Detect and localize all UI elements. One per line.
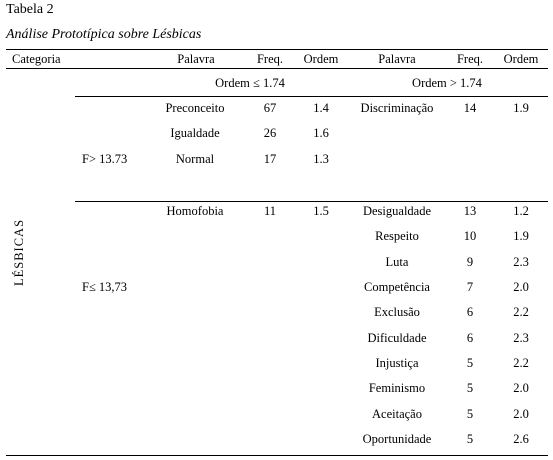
freq-cell: 5: [466, 432, 474, 446]
word-cell: Preconceito: [165, 101, 225, 115]
group-label-high-frequency: F> 13.73: [82, 152, 128, 166]
freq-cell: 7: [466, 280, 474, 294]
ordem-cell: 1.6: [313, 126, 329, 140]
freq-cell: 11: [263, 204, 277, 218]
header-rule: [6, 68, 548, 69]
word-cell: Normal: [175, 152, 215, 166]
ordem-cell: 2.2: [513, 305, 529, 319]
word-cell: Luta: [385, 255, 409, 269]
word-cell: Injustiça: [375, 356, 419, 370]
category-label: LÉSBICAS: [12, 218, 26, 286]
word-cell: Exclusão: [374, 305, 420, 319]
ordem-cell: 1.9: [513, 229, 529, 243]
ordem-cell: 2.2: [513, 356, 529, 370]
ordem-cell: 2.0: [513, 381, 529, 395]
word-cell: Competência: [364, 280, 430, 294]
freq-cell: 17: [263, 152, 277, 166]
freq-cell: 5: [466, 381, 474, 395]
group-divider-rule: [75, 201, 548, 202]
freq-cell: 67: [263, 101, 277, 115]
header-ordem-left: Ordem: [303, 52, 339, 66]
freq-cell: 13: [463, 204, 477, 218]
freq-cell: 5: [466, 356, 474, 370]
freq-cell: 6: [466, 331, 474, 345]
word-cell: Oportunidade: [362, 432, 432, 446]
ordem-cell: 1.2: [513, 204, 529, 218]
word-cell: Feminismo: [368, 381, 426, 395]
subheader-ordem-high: Ordem > 1.74: [412, 76, 482, 90]
header-palavra-right: Palavra: [378, 52, 416, 66]
header-freq-left: Freq.: [256, 52, 284, 66]
table-number: Tabela 2: [6, 2, 54, 17]
freq-cell: 10: [463, 229, 477, 243]
word-cell: Igualdade: [170, 126, 220, 140]
ordem-cell: 2.3: [513, 255, 529, 269]
ordem-cell: 1.9: [513, 101, 529, 115]
header-palavra-left: Palavra: [177, 52, 215, 66]
word-cell: Discriminação: [360, 101, 434, 115]
freq-cell: 9: [466, 255, 474, 269]
freq-cell: 26: [263, 126, 277, 140]
header-categoria: Categoria: [12, 52, 61, 66]
ordem-cell: 1.5: [313, 204, 329, 218]
freq-cell: 5: [466, 407, 474, 421]
word-cell: Desigualdade: [362, 204, 432, 218]
word-cell: Respeito: [375, 229, 419, 243]
group-label-low-frequency: F≤ 13,73: [82, 280, 128, 294]
ordem-cell: 1.3: [313, 152, 329, 166]
header-freq-right: Freq.: [456, 52, 484, 66]
subheader-ordem-low: Ordem ≤ 1.74: [215, 76, 285, 90]
word-cell: Dificuldade: [367, 331, 427, 345]
ordem-cell: 2.0: [513, 407, 529, 421]
ordem-cell: 1.4: [313, 101, 329, 115]
header-ordem-right: Ordem: [503, 52, 539, 66]
table-title: Análise Prototípica sobre Lésbicas: [6, 27, 202, 42]
freq-cell: 6: [466, 305, 474, 319]
word-cell: Homofobia: [166, 204, 224, 218]
ordem-cell: 2.3: [513, 331, 529, 345]
word-cell: Aceitação: [372, 407, 422, 421]
ordem-cell: 2.0: [513, 280, 529, 294]
ordem-cell: 2.6: [513, 432, 529, 446]
freq-cell: 14: [463, 101, 477, 115]
top-rule: [6, 49, 548, 50]
subheader-rule: [75, 96, 548, 97]
bottom-rule: [6, 455, 548, 456]
